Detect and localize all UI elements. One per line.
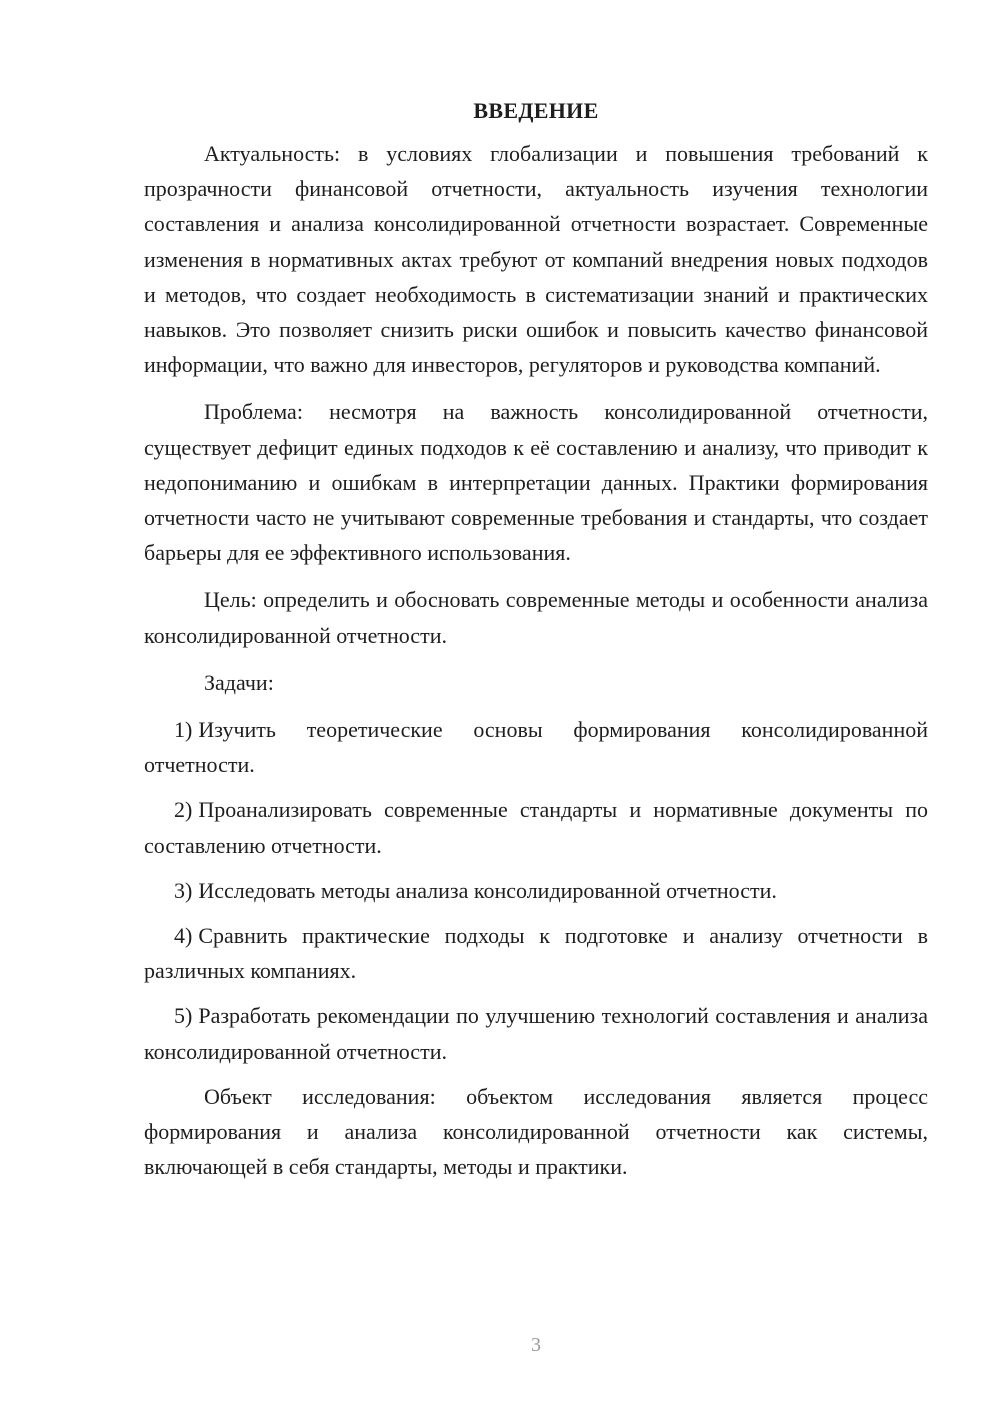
list-item-text: Изучить теоретические основы формирования консолидированной отчетности. — [144, 717, 928, 778]
paragraph-goal: Цель: определить и обосновать современные методы и особенности анализа консолидированной отчетности. — [144, 587, 928, 648]
list-item — [144, 792, 928, 862]
list-item — [144, 998, 928, 1068]
page-title: ВВЕДЕНИЕ — [473, 98, 599, 123]
list-item-number: 5) — [174, 1003, 193, 1029]
page-number: 3 — [531, 1334, 541, 1356]
paragraph-relevance: Актуальность: в условиях глобализации и повышения требований к прозрачности финансовой отчетности, актуальность изучения технологии составления и анализа консолидированной отчетности возрастает. Современные изменения в нормативных актах требуют от компаний внедрения новых подходов и методов, что создает необходимость в систематизации знаний и практических навыков. Это позволяет снизить риски ошибок и повысить качество финансовой информации, что важно для инвесторов, регуляторов и руководства компаний. — [144, 141, 928, 378]
tasks-heading: Задачи: — [204, 669, 274, 695]
list-item-text: Проанализировать современные стандарты и нормативные документы по составлению отчетности. — [144, 797, 928, 858]
list-item-text: Сравнить практические подходы к подготовке и анализу отчетности в различных компаниях. — [144, 923, 928, 984]
list-item-number: 3) — [174, 877, 193, 903]
list-item-text: Разработать рекомендации по улучшению технологий составления и анализа консолидированной отчетности. — [144, 1003, 928, 1064]
list-item — [144, 712, 928, 782]
list-item — [144, 918, 928, 988]
list-item — [144, 873, 928, 908]
list-item-text: Исследовать методы анализа консолидированной отчетности. — [198, 877, 777, 903]
list-item-number: 1) — [174, 717, 193, 743]
document-body — [144, 96, 928, 1196]
list-item-number: 2) — [174, 797, 193, 823]
list-item-number: 4) — [174, 923, 193, 949]
paragraph-problem: Проблема: несмотря на важность консолидированной отчетности, существует дефицит единых подходов к её составлению и анализу, что приводит к недопониманию и ошибкам в интерпретации данных. Практики формирования отчетности часто не учитывают современные требования и стандарты, что создает барьеры для ее эффективного использования. — [144, 399, 928, 566]
paragraph-object: Объект исследования: объектом исследования является процесс формирования и анализа консолидированной отчетности как системы, включающей в себя стандарты, методы и практики. — [144, 1083, 928, 1180]
